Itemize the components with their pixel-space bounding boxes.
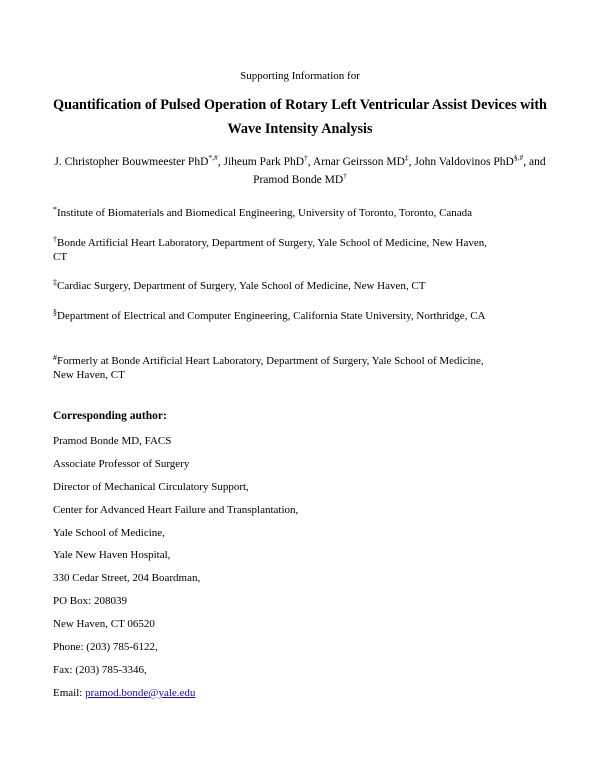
author-separator: , and: [523, 156, 546, 168]
author-name: Arnar Geirsson MD: [312, 156, 405, 168]
affiliation-mark: *: [53, 205, 57, 214]
contact-name: Pramod Bonde MD, FACS: [53, 435, 172, 447]
author-5: [253, 171, 347, 186]
contact-role: Director of Mechanical Circulatory Support,: [53, 480, 249, 493]
author-2: [223, 153, 308, 168]
contact-fax: Fax: (203) 785-3346,: [53, 663, 147, 676]
author-affiliation-marks: §,#: [513, 153, 524, 162]
affiliation-text: Institute of Biomaterials and Biomedical Engineering, University of Toronto, Toronto, Canada: [57, 207, 473, 219]
contact-hospital: Yale New Haven Hospital,: [53, 549, 171, 562]
contact-title: Associate Professor of Surgery: [53, 457, 190, 470]
author-affiliation-marks: †: [343, 171, 347, 180]
contact-email-line: [53, 686, 298, 709]
affiliation-toronto: [53, 206, 503, 220]
title-line-1: Quantification of Pulsed Operation of Rotary Left Ventricular Assist Devices with: [53, 97, 547, 113]
contact-phone: Phone: (203) 785-6122,: [53, 641, 158, 654]
affiliation-bonde-lab: [53, 236, 503, 264]
email-link[interactable]: pramod.bonde@yale.edu: [85, 686, 196, 699]
author-affiliation-marks: *,#: [208, 153, 218, 162]
author-3: [312, 153, 409, 168]
contact-street: 330 Cedar Street, 204 Boardman,: [53, 572, 201, 585]
corresponding-author-heading: Corresponding author:: [53, 410, 167, 422]
author-name: Pramod Bonde MD: [253, 174, 344, 186]
contact-po-box: PO Box: 208039: [53, 595, 127, 608]
author-4: [414, 153, 524, 168]
affiliation-mark: #: [53, 353, 57, 362]
affiliation-mark: ‡: [53, 278, 57, 287]
author-name: Jiheum Park PhD: [223, 156, 305, 168]
affiliation-cardiac-surgery: [53, 279, 503, 293]
affiliation-former: [53, 354, 503, 382]
corresponding-author-contact: [53, 434, 298, 709]
affiliation-text: Department of Electrical and Computer Engineering, California State University, Northridge, CA: [57, 310, 486, 322]
affiliation-mark: †: [53, 235, 57, 244]
author-1: [54, 153, 218, 168]
author-separator: ,: [408, 156, 415, 168]
supporting-info-label: Supporting Information for: [240, 70, 360, 82]
email-label: Email:: [53, 686, 86, 699]
author-affiliation-marks: †: [304, 153, 308, 162]
affiliation-text: Cardiac Surgery, Department of Surgery, Yale School of Medicine, New Haven, CT: [57, 280, 426, 292]
contact-city: New Haven, CT 06520: [53, 618, 155, 631]
title-line-2: Wave Intensity Analysis: [227, 121, 373, 137]
contact-school: Yale School of Medicine,: [53, 526, 165, 539]
paper-title: [40, 93, 560, 141]
author-affiliation-marks: ‡: [404, 153, 409, 162]
author-separator: ,: [307, 156, 313, 168]
author-name: John Valdovinos PhD: [414, 156, 514, 168]
affiliation-csun: [53, 309, 503, 323]
affiliation-text: Formerly at Bonde Artificial Heart Laboratory, Department of Surgery, Yale School of Medicine, New Haven, CT: [53, 355, 484, 381]
affiliation-mark: §: [53, 308, 57, 317]
author-name: J. Christopher Bouwmeester PhD: [54, 156, 209, 168]
author-separator: ,: [217, 156, 224, 168]
affiliation-text: Bonde Artificial Heart Laboratory, Department of Surgery, Yale School of Medicine, New Haven, CT: [53, 237, 487, 263]
author-list: [40, 153, 560, 189]
contact-center: Center for Advanced Heart Failure and Transplantation,: [53, 503, 299, 516]
